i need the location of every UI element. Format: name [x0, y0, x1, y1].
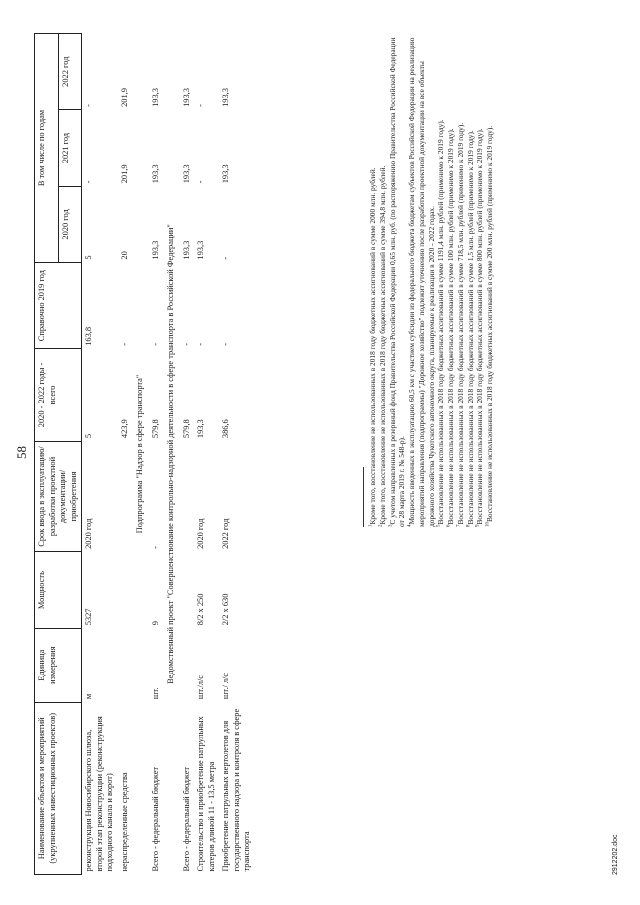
cell-2021: - — [196, 180, 205, 184]
cell-unit: шт./л/с — [196, 675, 205, 700]
footnote-separator — [363, 467, 364, 527]
cell-name: Всего - федеральный бюджет — [181, 766, 191, 872]
table-row — [118, 34, 133, 875]
footnote: $^3$С учетом направленных в резервный фонд Правительства Российской Федерации 0,65 млн. руб. (по распоряжению Правительства Российской Федерации от 28 марта 2019 г. № 548-р). — [387, 37, 407, 527]
cell-ref: - — [150, 342, 160, 346]
footnote: $^1$Кроме того, восстановление не использованных в 2018 году бюджетных ассигнований в сумме 2000 млн. рублей. — [368, 167, 377, 527]
footnote: $^9$Восстановление не использованных в 2018 году бюджетных ассигнований в сумме 800 млн. рублей (применимо к 2019 году). — [475, 128, 485, 527]
footnote: $^4$Мощность введенных в эксплуатацию 60,5 км с участием субсидии из федерального бюджета бюджетам субъектов Российской Федерации на реализацию мероприятий направления (подпрограммы) "Дорожное хозяйство" подлежит уточнению после разработки проектной документации на все объекты дорожного хозяйства Чукотского автономного округа, планируемые к реализации в 2020 - 2022 годах. — [407, 37, 436, 527]
footnote: $^8$Восстановление не использованных в 2018 году бюджетных ассигнований в сумме 1,5 млн. рублей (применимо к 2019 году). — [465, 130, 475, 527]
header-2020: 2020 год — [58, 186, 82, 262]
cell-2022: - — [84, 104, 93, 107]
table-row — [149, 34, 164, 875]
cell-capacity — [118, 552, 133, 628]
cell-term: 2020 год — [196, 518, 205, 549]
cell-2022: 193,3 — [150, 88, 160, 107]
cell-term: 2022 год — [221, 518, 230, 549]
cell-ref: - — [119, 342, 129, 346]
cell-2021: 193,3 — [181, 164, 191, 184]
cell-total: 5 — [84, 433, 93, 439]
header-by-years: В том числе по годам — [35, 34, 59, 263]
cell-capacity: 5327 — [84, 608, 93, 626]
cell-capacity: 9 — [150, 621, 160, 626]
subprogram-title: Подпрограмма "Надзор в сфере транспорта" — [135, 374, 144, 534]
document-footer: 2912202.doc — [612, 834, 619, 875]
cell-ref: 163,8 — [84, 326, 93, 346]
header-term: Срок ввода в эксплуатацию/ разработки проектной документации/ приобретения — [35, 441, 82, 552]
cell-unit: шт./ л/с — [221, 672, 230, 700]
footnote: $^5$Восстановление не использованных в 2018 году бюджетных ассигнований в сумме 1191,4 млн. рублей (применимо к 2019 году). — [436, 119, 446, 527]
cell-2022: 193,3 — [221, 88, 230, 107]
footnote: $^{10}$Восстановление не использованных в 2018 году бюджетных ассигнований в сумме 200 млн. рублей (применимо к 2019 году). — [485, 125, 495, 527]
cell-total: 423,9 — [119, 419, 129, 439]
cell-2020: 20 — [119, 251, 129, 260]
cell-name: Всего - федеральный бюджет — [150, 766, 160, 872]
cell-total: 386,6 — [221, 419, 230, 439]
cell-unit: шт. — [150, 687, 160, 700]
cell-total: 193,3 — [196, 419, 205, 439]
cell-name: Строительство и приобретение патрульных катеров длиной 11 - 13,5 метра — [196, 716, 216, 872]
table-row — [180, 34, 195, 875]
header-2021: 2021 год — [58, 110, 82, 186]
cell-2020: 193,3 — [196, 240, 205, 260]
cell-term — [118, 441, 133, 552]
cell-term: 2020 год — [84, 518, 93, 549]
table-row — [219, 34, 255, 875]
project-title: Ведомственный проект "Совершенствование контрольно-надзорной деятельности в сфере транспорта в Российской Федерации" — [166, 224, 175, 684]
investment-table — [34, 33, 255, 875]
cell-capacity: 8/2 x 250 — [196, 593, 205, 626]
footnote: $^6$Восстановление не использованных в 2018 году бюджетных ассигнований в сумме 100 млн. рублей (применимо к 2019 году). — [446, 128, 456, 527]
cell-term: - — [150, 546, 160, 549]
header-unit: Единица измерения — [35, 628, 82, 702]
cell-name: нераспределенные средства — [119, 772, 129, 872]
cell-2021: - — [84, 180, 93, 184]
header-capacity: Мощность — [35, 552, 82, 628]
cell-2021: 201,9 — [119, 164, 129, 184]
cell-2020: - — [221, 256, 230, 260]
cell-unit: м — [84, 693, 93, 700]
cell-total: 579,8 — [150, 419, 160, 439]
cell-term — [180, 441, 195, 552]
header-name: Наименование объектов и мероприятий (укрупненных инвестиционных проектов) — [35, 702, 82, 874]
table-row — [194, 34, 219, 875]
cell-2021: 193,3 — [221, 164, 230, 184]
header-2022: 2022 год — [58, 34, 82, 110]
footnote: $^7$Восстановление не использованных в 2018 году бюджетных ассигнований в сумме 718,5 млн. рублей (применимо к 2019 году). — [455, 122, 465, 527]
cell-unit — [118, 628, 133, 702]
cell-2020: 193,3 — [150, 240, 160, 260]
project-heading — [163, 34, 180, 875]
cell-ref: - — [181, 342, 191, 346]
cell-name: реконструкция Новосибирского шлюза, второй этап реконструкции (реконструкция подходного канала и ворот) — [84, 716, 114, 872]
cell-unit — [180, 628, 195, 702]
cell-total: 579,8 — [181, 419, 191, 439]
header-reference: Справочно 2019 год — [35, 263, 82, 349]
cell-capacity: 2/2 x 630 — [221, 593, 230, 626]
cell-name: Приобретение патрульных вертолетов для государственного надзора и контроля в сфере транспорта — [221, 708, 251, 872]
cell-2021: 193,3 — [150, 164, 160, 184]
footnote: $^2$Кроме того, восстановление не использованных в 2018 году бюджетных ассигнований в сумме 394,8 млн. рублей. — [377, 165, 387, 527]
cell-2022: 193,3 — [181, 88, 191, 107]
subprogram-heading — [132, 34, 149, 875]
page-number: 58 — [14, 446, 29, 459]
cell-2020: 193,3 — [181, 240, 191, 260]
cell-2020: 5 — [84, 255, 93, 260]
header-total: 2020 - 2022 годы - всего — [35, 349, 82, 441]
cell-2022: 201,9 — [119, 88, 129, 107]
cell-ref: - — [196, 342, 205, 346]
cell-ref: - — [221, 342, 230, 346]
cell-capacity — [180, 552, 195, 628]
table-row — [82, 34, 118, 875]
cell-2022: - — [196, 104, 205, 107]
footnotes — [368, 37, 495, 527]
